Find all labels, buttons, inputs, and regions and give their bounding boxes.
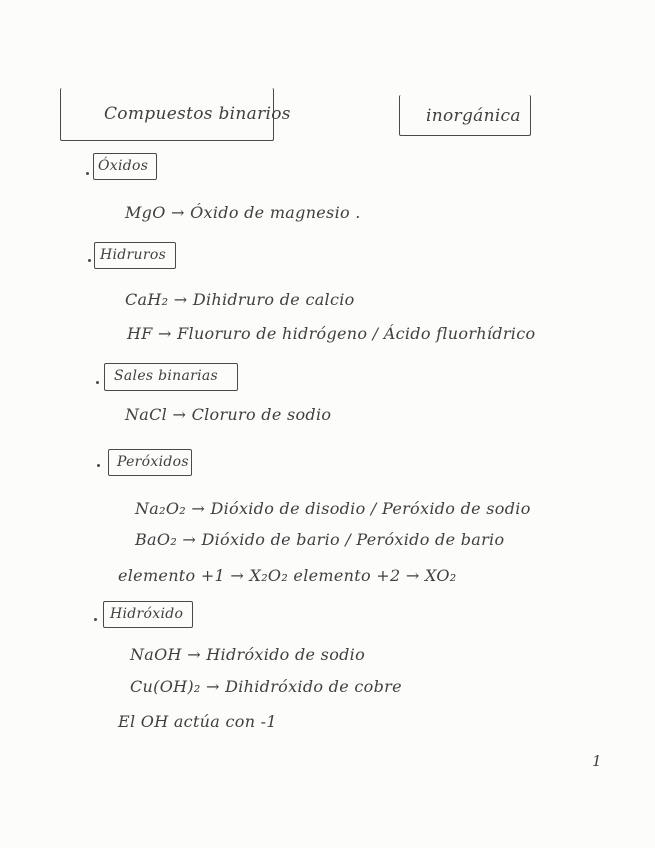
section-heading: Peróxidos — [117, 454, 189, 470]
note-line: MgO → Óxido de magnesio . — [125, 203, 361, 222]
note-line: CaH₂ → Dihidruro de calcio — [125, 290, 355, 309]
subject-tag: inorgánica — [426, 106, 521, 126]
bullet — [96, 381, 99, 384]
section-heading: Hidruros — [100, 247, 167, 263]
note-line: BaO₂ → Dióxido de bario / Peróxido de bario — [135, 530, 505, 549]
bullet — [97, 464, 100, 467]
bullet — [94, 618, 97, 621]
bullet — [88, 259, 91, 262]
note-line: Cu(OH)₂ → Dihidróxido de cobre — [130, 677, 402, 696]
page-number: 1 — [592, 752, 602, 770]
bullet — [86, 172, 89, 175]
section-heading: Hidróxido — [110, 606, 184, 622]
note-line: HF → Fluoruro de hidrógeno / Ácido fluorhídrico — [127, 324, 536, 343]
note-line: NaCl → Cloruro de sodio — [125, 405, 332, 424]
section-heading: Óxidos — [98, 158, 149, 174]
note-line: El OH actúa con -1 — [118, 712, 277, 731]
section-heading: Sales binarias — [114, 368, 219, 384]
note-line: Na₂O₂ → Dióxido de disodio / Peróxido de sodio — [135, 499, 531, 518]
note-line: elemento +1 → X₂O₂ elemento +2 → XO₂ — [118, 566, 457, 585]
page-title: Compuestos binarios — [104, 104, 291, 124]
note-line: NaOH → Hidróxido de sodio — [130, 645, 366, 664]
